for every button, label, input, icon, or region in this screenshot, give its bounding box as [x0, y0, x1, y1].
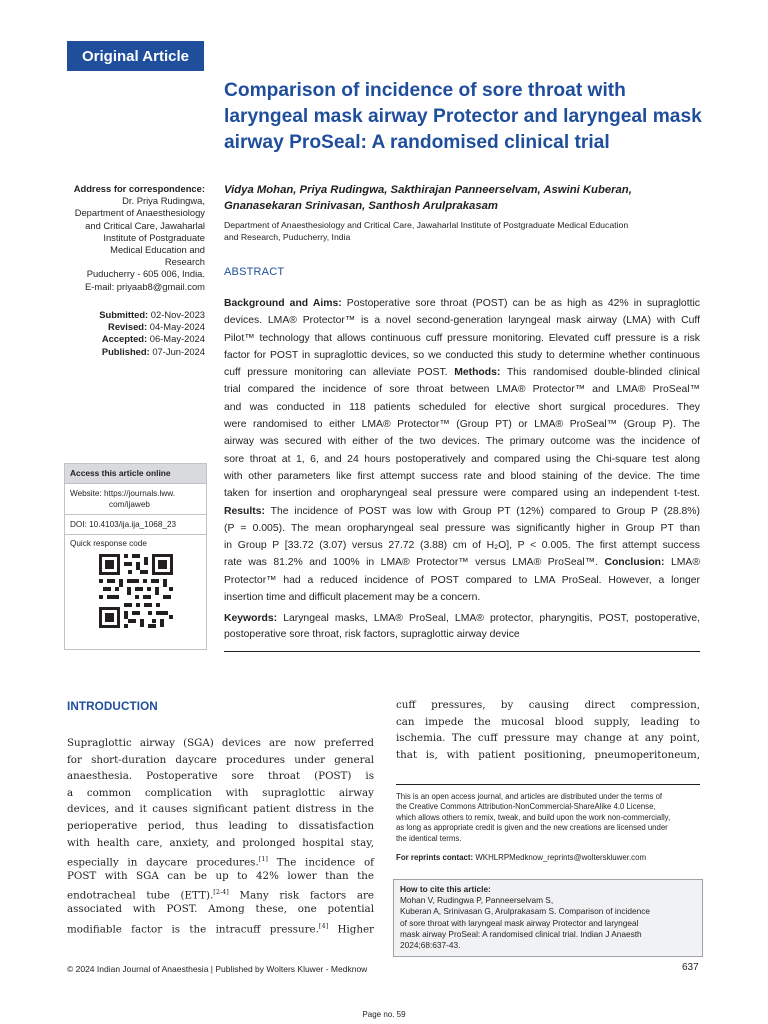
intro-text: The incidence of — [267, 856, 374, 869]
correspondence-line: Dr. Priya Rudingwa, — [122, 195, 205, 207]
date-label: Revised: — [108, 321, 148, 333]
license-line: as long as appropriate credit is given and the new creations are licensed under — [396, 823, 668, 833]
qr-code-icon[interactable] — [99, 554, 173, 628]
correspondence-line: Research — [164, 256, 205, 268]
abstract-text: insertion time and difficult placement may be a concern. — [224, 592, 481, 604]
citation-ref-link[interactable]: [4] — [318, 921, 329, 930]
author-line: Vidya Mohan, Priya Rudingwa, Sakthirajan Panneerselvam, Aswini Kuberan, — [224, 184, 632, 196]
correspondence-line: Department of Anaesthesiology — [74, 207, 205, 219]
intro-text: with health care, anxiety, and prolonged hospital stay, — [67, 836, 374, 849]
date-accepted — [60, 333, 205, 345]
abstract-line — [224, 589, 700, 606]
abstract-text: devices. LMA® Protector™ is a novel second-generation laryngeal mask airway (LMA) with Cuff — [224, 315, 700, 327]
access-online-box — [64, 463, 207, 650]
author-list — [224, 183, 704, 214]
citation-ref-link[interactable]: [2-4] — [213, 888, 229, 897]
abstract-text: airway was secured with either of the two devices. The primary outcome was the incidence of — [224, 436, 700, 448]
license-line: the Creative Commons Attribution-NonCommercial-ShareAlike 4.0 License, — [396, 802, 656, 812]
abstract-line — [224, 485, 700, 502]
intro-line — [67, 835, 374, 852]
access-website — [65, 484, 206, 515]
intro-text: endotracheal tube (ETT). — [67, 889, 214, 902]
title-line: laryngeal mask airway Protector and laryngeal mask — [224, 106, 702, 127]
keywords-text: Laryngeal masks, LMA® ProSeal, LMA® protector, pharyngitis, POST, postoperative, — [277, 613, 700, 624]
abstract-text: were randomised to either LMA® Protector™ (Group PT) or LMA® ProSeal™ (Group P). The — [224, 419, 700, 431]
abstract-heading: ABSTRACT — [224, 266, 285, 278]
abstract-text: taken for insertion and oropharyngeal seal pressure were compared using an independent t-test. — [224, 488, 700, 500]
abstract-section-label: Methods: — [454, 367, 501, 379]
intro-text: especially in daycare procedures. — [67, 856, 259, 869]
citation-box — [393, 879, 703, 957]
abstract-line — [224, 330, 700, 347]
access-heading: Access this article online — [65, 464, 206, 484]
intro-text: Higher — [328, 922, 374, 935]
abstract-line — [224, 381, 700, 398]
intro-line — [67, 884, 374, 901]
cite-line: mask airway ProSeal: A randomised clinical trial. Indian J Anaesth — [400, 928, 642, 939]
abstract-section-label: Conclusion: — [604, 557, 665, 569]
license-line: the identical terms. — [396, 833, 462, 843]
abstract-line — [224, 572, 700, 589]
cite-label: How to cite this article: — [400, 884, 491, 894]
correspondence-heading: Address for correspondence: — [73, 183, 205, 194]
intro-text: POST with SGA can be up to 42% lower than the — [67, 869, 374, 882]
keywords-text: postoperative sore throat, risk factors, supraglottic airway device — [224, 629, 520, 640]
abstract-line — [224, 399, 700, 416]
intro-line — [67, 768, 374, 785]
article-dates — [60, 309, 205, 358]
abstract-line — [224, 468, 700, 485]
abstract-divider — [224, 651, 700, 652]
license-line: This is an open access journal, and articles are distributed under the terms of — [396, 792, 663, 801]
cite-line: 2024;68:637-43. — [400, 940, 461, 951]
correspondence-line: and Critical Care, Jawaharlal — [85, 219, 205, 231]
intro-text: Supraglottic airway (SGA) devices are now preferred — [67, 737, 374, 749]
license-line: which allows others to remix, tweak, and build upon the work non-commercially, — [396, 812, 671, 822]
intro-line — [67, 868, 374, 885]
intro-text: a common complication with supraglottic airway — [67, 786, 374, 799]
affiliation — [224, 219, 704, 243]
article-title — [224, 78, 704, 156]
date-label: Published: — [101, 345, 150, 357]
correspondence-email[interactable]: E-mail: priyaab8@gmail.com — [85, 280, 205, 292]
cite-line: of sore throat with laryngeal mask airway Protector and laryngeal — [400, 917, 639, 928]
abstract-line — [224, 554, 700, 571]
date-label: Submitted: — [99, 309, 149, 320]
abstract-text: LMA® — [664, 557, 700, 569]
abstract-line — [224, 503, 700, 520]
abstract-line — [224, 312, 700, 329]
title-line: airway ProSeal: A randomised clinical trial — [224, 132, 610, 153]
viewer-page-number: Page no. 59 — [362, 1010, 406, 1019]
abstract-line — [224, 451, 700, 468]
abstract-line — [224, 433, 700, 450]
intro-text: associated with POST. Among these, one potential — [67, 902, 374, 915]
intro-text: anaesthesia. Postoperative sore throat (POST) is — [67, 770, 374, 783]
abstract-text: and was conducted in 118 patients scheduled for elective short surgical procedures. They — [224, 401, 700, 413]
journal-footer: © 2024 Indian Journal of Anaesthesia | Published by Wolters Kluwer - Medknow — [67, 964, 368, 974]
intro-text: for short-duration daycare procedures under general — [67, 753, 374, 766]
access-doi[interactable]: DOI: 10.4103/ija.ija_1068_23 — [65, 515, 206, 535]
reprints-label: For reprints contact: — [396, 853, 474, 862]
intro-line — [67, 851, 374, 868]
intro-line — [67, 918, 374, 935]
intro-text: devices, and it causes significant patient distress in the — [67, 803, 374, 816]
article-type-badge: Original Article — [67, 41, 204, 71]
abstract-text: Postoperative sore throat (POST) can be as high as 42% in supraglottic — [341, 298, 700, 309]
intro-line: can impede the mucosal blood supply, leading to — [396, 715, 700, 728]
abstract-line — [224, 364, 700, 381]
intro-line — [67, 735, 374, 752]
intro-line — [67, 801, 374, 818]
intro-text: perioperative period, thus leading to dissatisfaction — [67, 819, 374, 832]
affiliation-line: and Research, Puducherry, India — [224, 232, 351, 243]
abstract-text: The incidence of POST was low with Group PT (12%) compared to Group P (28.8%) — [265, 505, 700, 517]
intro-line: ischemia. The cuff pressure may change at any point, — [396, 732, 700, 745]
abstract-text: rate was 81.2% and 100% in LMA® Protector™ versus LMA® ProSeal™. — [224, 557, 605, 569]
intro-line — [67, 901, 374, 918]
abstract-text: cuff pressure monitoring can alleviate POST. — [224, 367, 455, 379]
intro-line: cuff pressures, by causing direct compression, — [396, 699, 700, 711]
license-divider — [396, 784, 700, 785]
intro-text: modifiable factor is the intracuff pressure. — [67, 922, 319, 935]
page-number: 637 — [682, 962, 699, 973]
abstract-text: in Group P [33.72 (3.07) versus 27.72 (3.88) cm of H₂O], P < 0.005. The first attempt success — [224, 540, 700, 552]
abstract-text: factor for POST in supraglottic devices, so we conducted this study to determine whether continuous — [224, 349, 700, 361]
abstract-text: This randomised double-blinded clinical — [500, 367, 700, 379]
abstract-text: (P = 0.005). The mean oropharyngeal seal pressure was significantly higher in Group PT than — [224, 522, 700, 534]
cite-text: Mohan V, Rudingwa P, Panneerselvam S, — [400, 895, 554, 906]
abstract-text: Protector™ had a reduced incidence of POST compared to LMA ProSeal. However, a longer — [224, 574, 700, 586]
affiliation-line: Department of Anaesthesiology and Critical Care, Jawaharlal Institute of Postgraduate Medical Education — [224, 220, 629, 230]
intro-text: Many risk factors are — [228, 889, 374, 902]
correspondence-block — [60, 183, 205, 293]
intro-line: that is, with patient positioning, pneumoperitoneum, — [396, 748, 700, 761]
license-note — [396, 792, 700, 844]
citation-ref-link[interactable]: [1] — [258, 855, 268, 864]
introduction-col1 — [67, 735, 374, 934]
date-value: 06-May-2024 — [149, 333, 205, 345]
abstract-line — [224, 537, 700, 554]
date-submitted — [60, 309, 205, 321]
qr-section — [65, 535, 206, 639]
date-published — [60, 346, 205, 358]
correspondence-line: Medical Education and — [110, 244, 205, 256]
keywords-block — [224, 611, 700, 643]
intro-line — [67, 752, 374, 769]
correspondence-line: Puducherry - 605 006, India. — [86, 268, 205, 280]
abstract-text: with other parameters like first attempt success rate and blood staining of the device. The time — [224, 470, 700, 482]
abstract-section-label: Background and Aims: — [224, 298, 342, 309]
abstract-text: trial compared the incidence of sore throat between LMA® Protector™ and LMA® ProSeal™ — [224, 384, 700, 396]
intro-line — [67, 818, 374, 835]
cite-line: Kuberan A, Srinivasan G, Arulprakasam S. Comparison of incidence — [400, 906, 650, 917]
correspondence-line: Institute of Postgraduate — [103, 231, 205, 243]
abstract-text: sore throat at 1, 6, and 24 hours postoperatively and compared using the Chi-square test along — [224, 453, 700, 465]
title-line: Comparison of incidence of sore throat with — [224, 80, 626, 101]
abstract-section-label: Results: — [224, 505, 265, 517]
website-label: Website: — [70, 489, 102, 498]
keywords-label: Keywords: — [224, 613, 278, 624]
author-line: Gnanasekaran Srinivasan, Santhosh Arulprakasam — [224, 199, 498, 212]
website-link-cont[interactable]: com/ijaweb — [109, 500, 150, 509]
reprints-email[interactable]: WKHLRPMedknow_reprints@wolterskluwer.com — [473, 853, 647, 862]
abstract-body — [224, 295, 700, 606]
abstract-line — [224, 347, 700, 364]
website-link[interactable]: https://journals.lww. — [103, 489, 175, 498]
qr-label: Quick response code — [70, 539, 147, 548]
intro-line — [67, 785, 374, 802]
date-value: 02-Nov-2023 — [150, 309, 205, 320]
abstract-line — [224, 295, 700, 312]
abstract-line — [224, 416, 700, 433]
date-value: 07-Jun-2024 — [152, 345, 205, 357]
date-revised — [60, 321, 205, 333]
introduction-heading: INTRODUCTION — [67, 700, 158, 713]
date-label: Accepted: — [101, 333, 148, 345]
abstract-line — [224, 520, 700, 537]
reprints-contact — [396, 853, 646, 862]
date-value: 04-May-2024 — [149, 321, 205, 333]
introduction-col2 — [396, 697, 700, 763]
abstract-text: Pilot™ technology that allows continuous cuff pressure monitoring. Elevated cuff pressure is a risk — [224, 332, 700, 344]
